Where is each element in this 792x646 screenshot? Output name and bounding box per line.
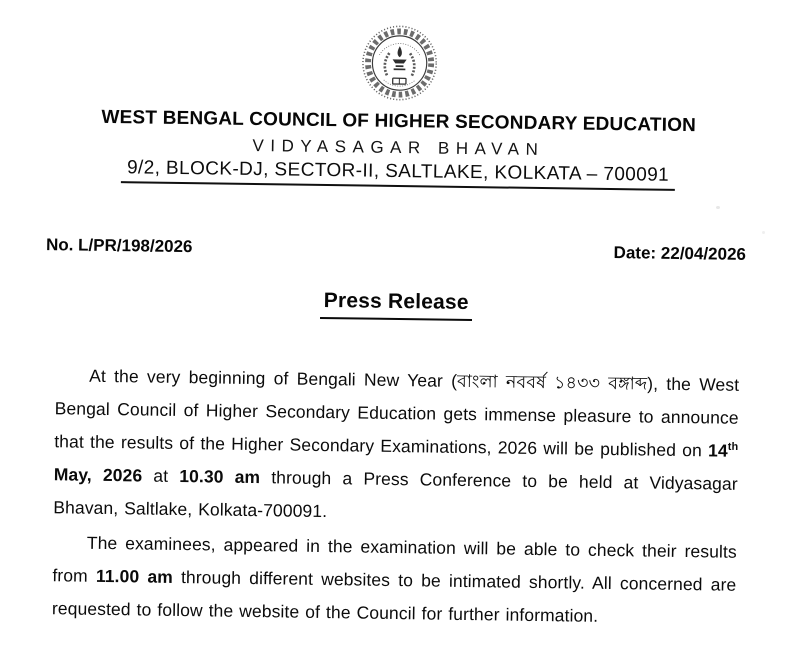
address-line: 9/2, BLOCK-DJ, SECTOR-II, SALTLAKE, KOLKATA – 700091 (121, 156, 675, 191)
paragraph-announcement (53, 359, 739, 534)
para2-text-lead: The examinees, appeared in the examination will be able to check their results from (52, 532, 737, 586)
scan-artifact (762, 231, 765, 234)
org-name: WEST BENGAL COUNCIL OF HIGHER SECONDARY EDUCATION (101, 106, 697, 137)
website-time-bold: 11.00 am (95, 565, 174, 587)
wbchse-emblem-logo (360, 23, 439, 102)
para1-text-mid: at (142, 465, 180, 486)
ordinal-suffix: th (727, 440, 739, 453)
letterhead (2, 0, 792, 193)
conference-time-bold: 10.30 am (179, 465, 261, 488)
document-title: Press Release (320, 288, 471, 321)
scan-artifact (716, 206, 720, 209)
reference-number: No. L/PR/198/2026 (45, 235, 193, 257)
building-name: VIDYASAGAR BHAVAN (252, 135, 545, 160)
reference-row (1, 234, 792, 265)
para2-text-tail: through different websites to be intimated shortly. All concerned are requested to follow the website of the Council for further information. (51, 566, 737, 626)
document-body (52, 359, 740, 635)
para1-text-lead: At the very beginning of Bengali New Year (বাংলা নববর্ষ ১৪৩৩ বঙ্গাব্দ), the West Bengal Council of Higher Secondary Education gets immense pleasure to announce that the results of the Higher Secondary Examinations, 2026 will be published on (54, 365, 740, 461)
para1-text-tail: through a Press Conference to be held at Vidyasagar Bhavan, Saltlake, Kolkata-700091. (53, 467, 738, 522)
paragraph-examinees (52, 526, 737, 635)
document-date: Date: 22/04/2026 (613, 243, 747, 264)
result-date-bold: 14th May, 2026 (53, 440, 739, 486)
title-row (0, 283, 792, 325)
